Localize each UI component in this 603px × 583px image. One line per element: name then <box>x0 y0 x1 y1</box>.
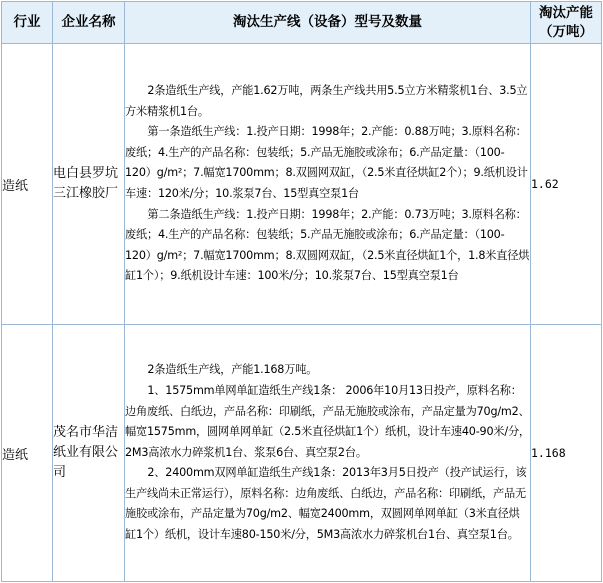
industry-cell: 造纸 <box>2 325 53 582</box>
description-paragraph: 第二条造纸生产线：1.投产日期：1998年；2.产能：0.73万吨；3.原料名称：废纸；4.生产的产品名称：包装纸；5.产品无施胶或涂布；6.产品定量：（100-120）g/m²；7.幅宽1700mm；8.双圆网双缸，（2.5米直径烘缸1个，1.8米直径烘缸1个）；9.纸机设计车速：100米/分；10.浆泵7台、15型真空泵1台 <box>125 207 530 283</box>
description-paragraph: 2、2400mm双网单缸造纸生产线1条：2013年3月5日投产（投产试运行，该生产线尚未正常运行），原料名称：边角废纸、白纸边，产品名称：印刷纸，产品无施胶或涂布，产品定量为70g/m2、幅宽2400mm，双圆网单网单缸（3米直径烘缸1个）纸机，设计车速80-150米/分，5M3高浓水力碎浆机台1台、真空泵1台。 <box>125 466 527 542</box>
header-row <box>2 2 602 44</box>
elimination-table <box>1 1 602 582</box>
header-company: 企业名称 <box>53 2 125 44</box>
company-cell: 茂名市华洁纸业有限公司 <box>53 325 125 582</box>
description-paragraph: 2条造纸生产线，产能1.168万吨。 <box>147 363 318 377</box>
header-industry: 行业 <box>2 2 53 44</box>
table-row <box>2 44 602 325</box>
description-paragraph: 第一条造纸生产线：1.投产日期：1998年；2.产能：0.88万吨；3.原料名称：废纸；4.生产的产品名称：包装纸；5.产品无施胶或涂布；6.产品定量：（100-120）g/m²；7.幅宽1700mm；8.双圆网双缸，（2.5米直径烘缸2个）；9.纸机设计车速：120米/分；10.浆泵7台、15型真空泵1台 <box>125 125 528 200</box>
header-equipment: 淘汰生产线（设备）型号及数量 <box>125 2 531 44</box>
capacity-cell: 1.168 <box>531 325 602 582</box>
capacity-cell: 1.62 <box>531 44 602 325</box>
description-paragraph: 1、1575mm单网单缸造纸生产线1条： 2006年10月13日投产，原料名称：边角废纸、白纸边，产品名称：印刷纸，产品无施胶或涂布，产品定量为70g/m2、幅宽1575mm，圆网单网单缸（2.5米直径烘缸1个）纸机，设计车速40-90米/分，2M3高浓水力碎浆机1台、浆泵6台、真空泵2台。 <box>125 383 530 459</box>
table-row <box>2 325 602 582</box>
description-paragraph: 2条造纸生产线，产能1.62万吨，两条生产线共用5.5立方米精浆机1台、3.5立方米精浆机1台。 <box>125 84 528 118</box>
company-cell: 电白县罗坑三江橡胶厂 <box>53 44 125 325</box>
equipment-description-cell <box>125 44 531 325</box>
industry-cell: 造纸 <box>2 44 53 325</box>
equipment-description-cell <box>125 325 531 582</box>
header-capacity: 淘汰产能（万吨） <box>531 2 602 44</box>
